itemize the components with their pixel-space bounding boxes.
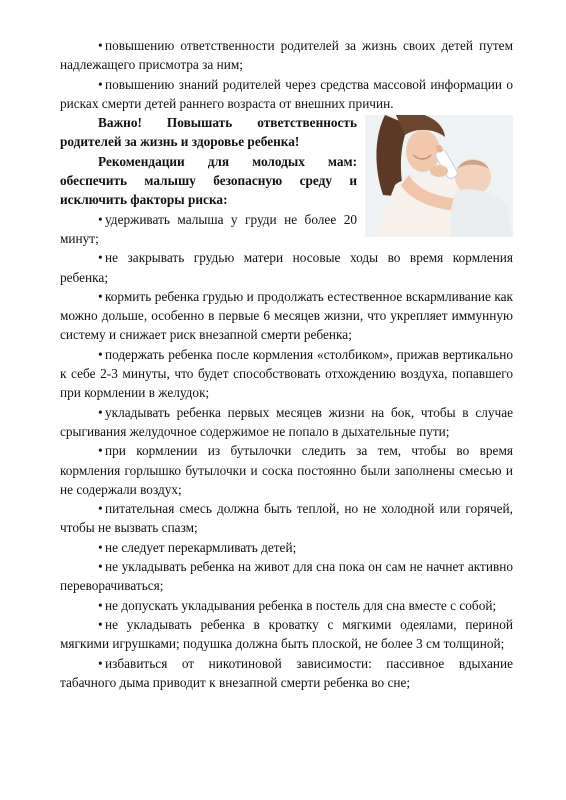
- mother-feeding-baby-photo: [365, 115, 513, 237]
- bullet-item: [60, 615, 513, 654]
- mother-feeding-baby-illustration: [365, 115, 513, 237]
- bullet-icon: •: [98, 346, 103, 362]
- bullet-icon: •: [98, 539, 103, 555]
- recommendations-heading: Рекомендации для молодых мам: обеспечить малышу безопасную среду и исключить факторы риска:: [60, 153, 357, 208]
- bullet-icon: •: [98, 288, 103, 304]
- bullet-item: [60, 248, 513, 287]
- bullet-icon: •: [98, 501, 103, 517]
- bullet-text: избавиться от никотиновой зависимости: пассивное вдыхание табачного дыма приводит к внезапной смерти ребенка во сне;: [60, 655, 513, 690]
- bullet-text: не укладывать ребенка на живот для сна пока он сам не начнет активно переворачиваться;: [60, 559, 513, 594]
- bullet-text: не укладывать ребенка в кроватку с мягкими одеялами, периной мягкими игрушками; подушка должна быть плоской, не более 3 см толщиной;: [60, 616, 513, 652]
- bullet-text: удерживать малыша у груди не более 20 минут;: [60, 211, 357, 246]
- bullet-icon: •: [98, 38, 103, 53]
- bullet-item: [60, 345, 513, 403]
- bullet-text: повышению знаний родителей через средства массовой информации о рисках смерти детей раннего возраста от внешних причин.: [60, 76, 513, 111]
- bullet-text: повышению ответственности родителей за жизнь своих детей путем надлежащего присмотра за ним;: [60, 38, 513, 73]
- bullet-text: укладывать ребенка первых месяцев жизни на бок, чтобы в случае срыгивания желудочное содержимое не попало в дыхательные пути;: [60, 404, 513, 439]
- bullet-text: не закрывать грудью матери носовые ходы во время кормления ребенка;: [60, 250, 513, 285]
- bullet-item: [60, 403, 513, 442]
- bullet-text: подержать ребенка после кормления «столбиком», прижав вертикально к себе 2-3 минуты, что будет способствовать отхождению воздуха, попавшего при кормлении в желудок;: [60, 346, 513, 401]
- bullet-text: при кормлении из бутылочки следить за тем, чтобы во время кормления горлышко бутылочки и соска постоянно были заполнены смесью и не содержали воздух;: [60, 443, 513, 497]
- bullet-item: [60, 538, 513, 557]
- bullet-icon: •: [98, 443, 103, 459]
- bullet-icon: •: [98, 559, 103, 575]
- important-heading: Важно! Повышать ответственность родителей за жизнь и здоровье ребенка!: [60, 115, 357, 150]
- bullet-text: не допускать укладывания ребенка в постель для сна вместе с собой;: [105, 597, 497, 613]
- bullet-item: [60, 36, 513, 75]
- bullet-item: [60, 75, 513, 114]
- bullet-icon: •: [98, 655, 103, 671]
- bullet-icon: •: [98, 404, 103, 420]
- bullet-item: [60, 654, 513, 693]
- bullet-icon: •: [98, 76, 103, 92]
- bullet-icon: •: [98, 597, 103, 613]
- bullet-text: кормить ребенка грудью и продолжать естественное вскармливание как можно дольше, особенно в первые 6 месяцев жизни, что укрепляет иммунную систему и снижает риск внезапной смерти ребенка;: [60, 288, 513, 343]
- bullet-item: [60, 287, 513, 345]
- bullet-item: [60, 557, 513, 596]
- bullet-icon: •: [98, 250, 103, 266]
- bullet-text: не следует перекармливать детей;: [105, 539, 297, 555]
- bullet-icon: •: [98, 211, 103, 227]
- bullet-item: [60, 499, 513, 538]
- bullet-icon: •: [98, 616, 103, 632]
- bullet-item: [60, 441, 513, 499]
- bullet-item: [60, 596, 513, 615]
- document-body: [60, 36, 513, 692]
- bullet-text: питательная смесь должна быть теплой, но не холодной или горячей, чтобы не вызвать спазм;: [60, 501, 513, 536]
